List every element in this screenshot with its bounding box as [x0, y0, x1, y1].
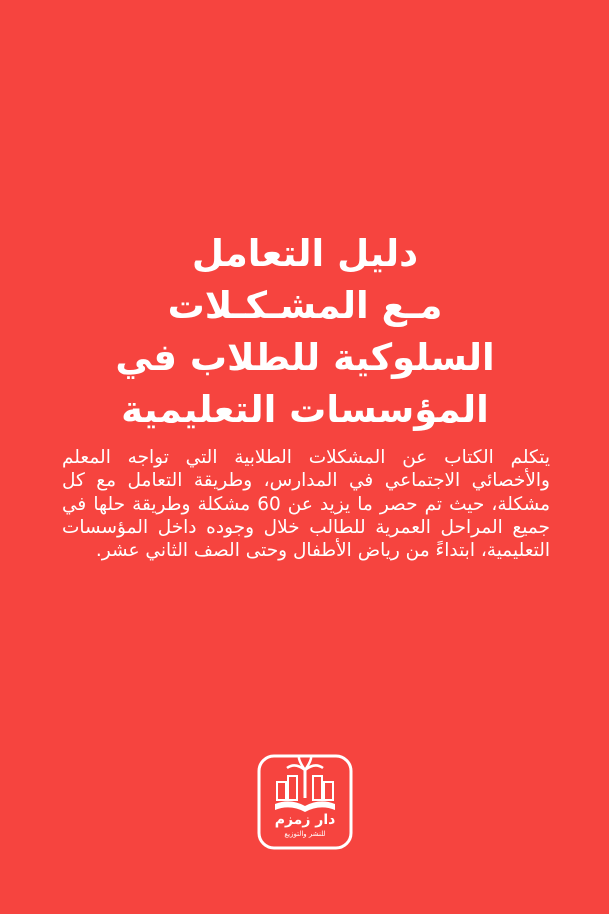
- publisher-logo: [255, 752, 355, 852]
- book-title-line-3: السلوكية للطلاب في: [115, 336, 495, 379]
- book-title: [90, 228, 520, 436]
- book-title-line-2: مـع المشـكـلات: [167, 284, 443, 327]
- publisher-name: دار زمزم: [274, 812, 336, 828]
- book-title-line-4: المؤسسات التعليمية: [121, 388, 489, 431]
- publisher-subtitle: للنشر والتوزيع: [284, 830, 326, 838]
- book-title-line-1: دليل التعامل: [191, 232, 419, 275]
- book-description: يتكلم الكتاب عن المشكلات الطلابية التي تواجه المعلم والأخصائي الاجتماعي في المدارس، وطريقة التعامل مع كل مشكلة، حيث تم حصر ما يزيد عن 60 مشكلة وطريقة حلها في جميع المراحل العمرية للطالب خلال وجوده داخل المؤسسات التعليمية، ابتداءً من رياض الأطفال وحتى الصف الثاني عشر.: [62, 447, 550, 562]
